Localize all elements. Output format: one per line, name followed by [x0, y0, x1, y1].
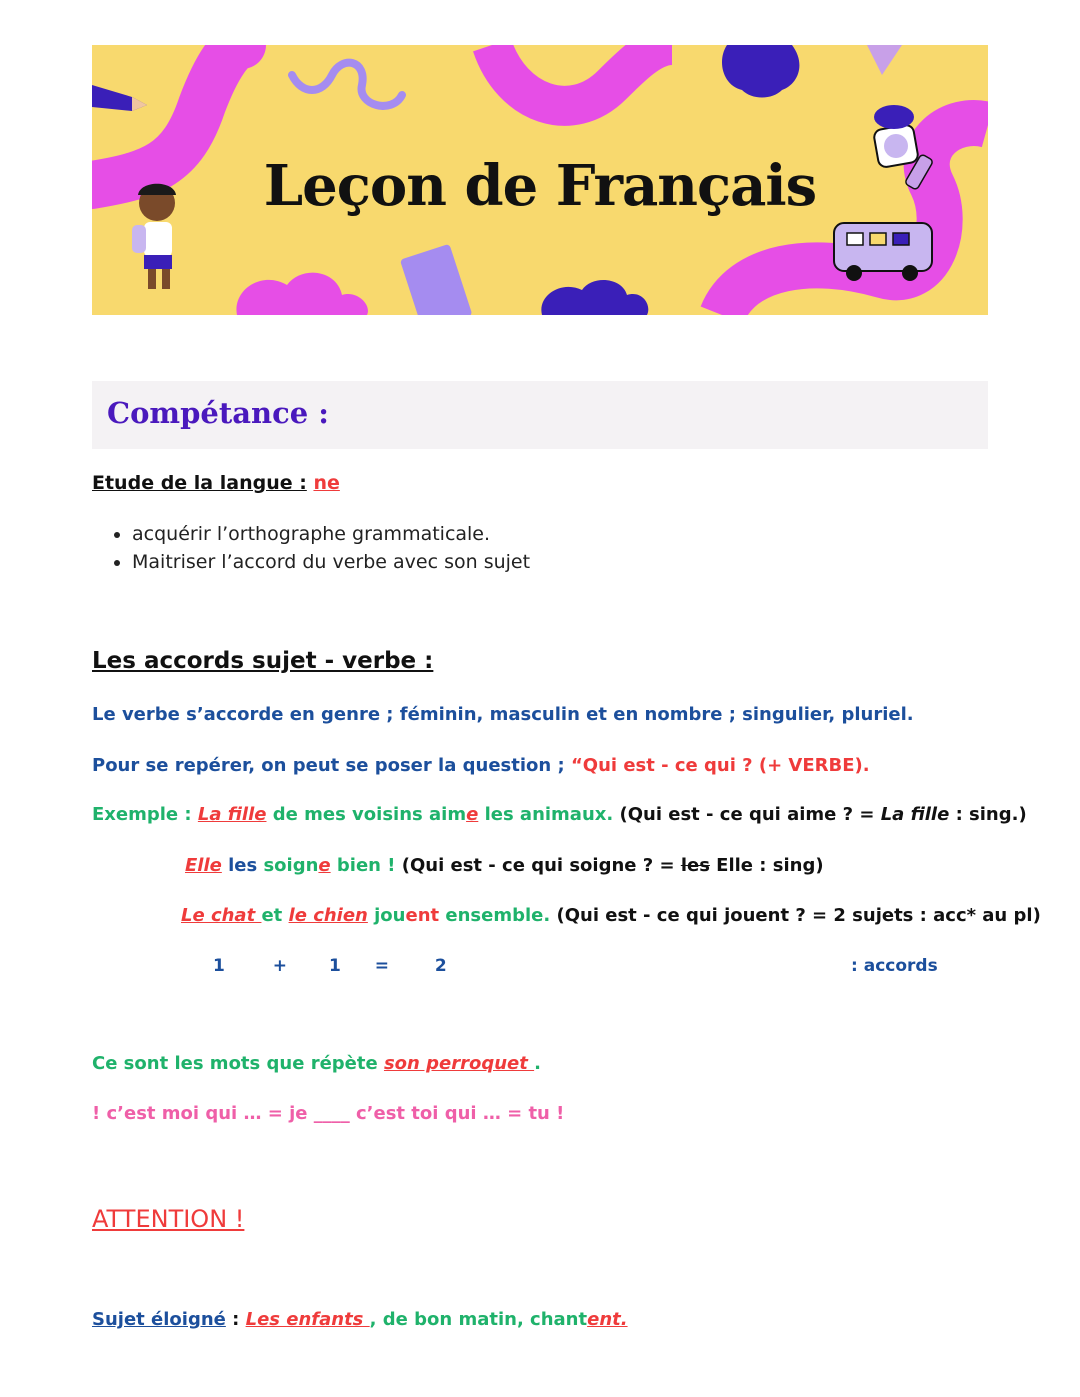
- example-2-ending: e: [318, 855, 331, 876]
- etude-label: Etude de la langue :: [92, 472, 307, 494]
- math-line: [213, 956, 447, 976]
- example-1-paren-b: : sing.): [949, 804, 1027, 825]
- reminder-line: ! c’est moi qui … = je ____ c’est toi qui … = tu !: [92, 1103, 565, 1124]
- example-3: [181, 905, 1041, 926]
- example-2-verb: soign: [263, 855, 319, 876]
- sujet-eloigne-label: Sujet éloigné: [92, 1309, 226, 1330]
- example-3-rest: ensemble.: [439, 905, 557, 926]
- question-end: .: [862, 755, 870, 776]
- example-1: [92, 804, 1027, 825]
- example-3-verb: jou: [367, 905, 406, 926]
- example-2: [185, 855, 824, 876]
- example-2-subject: Elle: [185, 855, 222, 876]
- example-1-paren-a: (Qui est - ce qui aime ? =: [619, 804, 881, 825]
- sujet-eloigne-colon: :: [225, 1309, 246, 1330]
- math-note: : accords: [851, 956, 938, 976]
- example-1-paren-subject: La fille: [880, 804, 950, 825]
- example-1-subject: La fille: [197, 804, 267, 825]
- example-2-struck: les: [680, 855, 710, 876]
- example-2-paren-a: (Qui est - ce qui soigne ? =: [401, 855, 681, 876]
- lesson-banner: [92, 45, 988, 315]
- example-3-subject-1: Le chat: [181, 905, 262, 926]
- example-3-and: et: [261, 905, 289, 926]
- math-a: 1: [213, 956, 225, 976]
- sujet-eloigne-middle: , de bon matin, chant: [369, 1309, 588, 1330]
- example-3-subject-2: le chien: [288, 905, 368, 926]
- math-b: 1: [328, 956, 341, 976]
- etude-suffix: ne: [313, 472, 340, 494]
- competence-header: [92, 381, 988, 449]
- sujet-eloigne-line: [92, 1309, 628, 1330]
- competence-heading: Compétance :: [107, 396, 330, 430]
- list-item: • acquérir l’orthographe grammaticale.: [132, 520, 530, 548]
- sujet-eloigne-subject: Les enfants: [245, 1309, 370, 1330]
- perroquet-text: Ce sont les mots que répète: [92, 1053, 384, 1074]
- example-1-middle: de mes voisins aim: [266, 804, 467, 825]
- sujet-eloigne-ending: ent.: [587, 1309, 628, 1330]
- banner-title: Leçon de Français: [263, 153, 817, 219]
- math-plus: +: [272, 956, 288, 976]
- math-equals: =: [374, 956, 389, 976]
- perroquet-line: [92, 1053, 541, 1074]
- attention-heading: ATTENTION !: [92, 1205, 245, 1233]
- competence-list: [92, 520, 530, 576]
- example-3-paren: (Qui est - ce qui jouent ? = 2 sujets : acc* au pl): [556, 905, 1041, 926]
- question-line: [92, 755, 870, 776]
- accords-heading: Les accords sujet - verbe :: [92, 648, 434, 674]
- example-3-ending: ent: [405, 905, 440, 926]
- example-2-rest: bien !: [330, 855, 402, 876]
- perroquet-end: .: [534, 1053, 541, 1074]
- example-2-paren-b: Elle : sing): [709, 855, 824, 876]
- etude-line: [92, 472, 340, 494]
- example-1-ending: e: [466, 804, 479, 825]
- example-2-les: les: [221, 855, 264, 876]
- math-result: 2: [434, 956, 447, 976]
- question-text: “Qui est - ce qui ? (+ VERBE): [570, 755, 863, 776]
- accords-rule: Le verbe s’accorde en genre ; féminin, masculin et en nombre ; singulier, pluriel.: [92, 704, 914, 725]
- question-intro: Pour se repérer, on peut se poser la question ;: [92, 755, 571, 776]
- example-label: Exemple :: [92, 804, 198, 825]
- list-item: • Maitriser l’accord du verbe avec son sujet: [132, 548, 530, 576]
- example-1-rest: les animaux.: [478, 804, 620, 825]
- perroquet-highlight: son perroquet: [383, 1053, 535, 1074]
